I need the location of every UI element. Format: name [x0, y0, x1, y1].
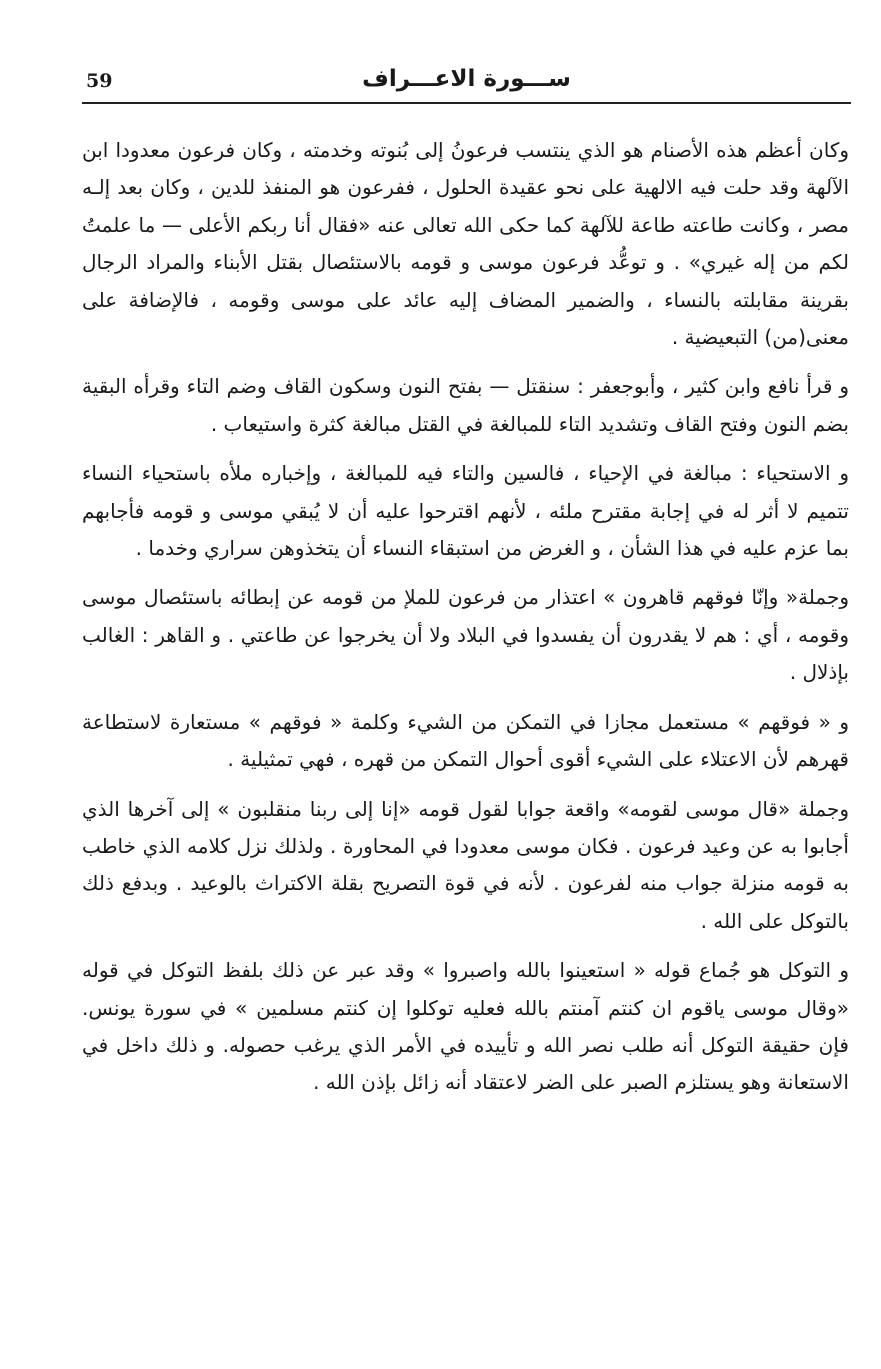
- paragraph: و « فوقهم » مستعمل مجازا في التمكن من الشيء وكلمة « فوقهم » مستعارة لاستطاعة قهرهم لأن الاعتلاء على الشيء أقوى أحوال التمكن من قهره ، فهي تمثيلية .: [82, 709, 849, 772]
- body-text: [82, 132, 849, 1102]
- paragraph: و الاستحياء : مبالغة في الإحياء ، فالسين والتاء فيه للمبالغة ، وإخباره ملأه باستحياء النساء تتميم لا أثر له في إجابة مقترح ملئه ، لأنهم اقترحوا عليه أن لا يُبقي موسى و قومه فأجابهم بما عزم عليه في هذا الشأن ، و الغرض من استبقاء النساء أن يتخذوهن سراري وخدما .: [82, 461, 849, 561]
- paragraph: وجملة «قال موسى لقومه» واقعة جوابا لقول قومه «إنا إلى ربنا منقلبون » إلى آخرها الذي أجابوا به عن وعيد فرعون . فكان موسى معدودا في المحاورة . ولذلك نزل كلامه الذي خاطب به قومه منزلة جواب منه لفرعون . لأنه في قوة التصريح بقلة الاكتراث بالوعيد . وبدفع ذلك بالتوكل على الله .: [82, 796, 849, 933]
- paragraph: و قرأ نافع وابن كثير ، وأبوجعفر : سنقتل — بفتح النون وسكون القاف وضم التاء وقرأه البقية بضم النون وفتح القاف وتشديد التاء للمبالغة في القتل مبالغة كثرة واستيعاب .: [82, 374, 849, 436]
- paragraph: و التوكل هو جُماع قوله « استعينوا بالله واصبروا » وقد عبر عن ذلك بلفظ التوكل في قوله «وقال موسى ياقوم ان كنتم آمنتم بالله فعليه توكلوا إن كنتم مسلمين » في سورة يونس. فإن حقيقة التوكل أنه طلب نصر الله و تأييده في الأمر الذي يرغب حصوله. و ذلك داخل في الاستعانة وهو يستلزم الصبر على الضر لاعتقاد أنه زائل بإذن الله .: [82, 958, 849, 1095]
- paragraph: وجملة« وإنّا فوقهم قاهرون » اعتذار من فرعون للملإ من قومه عن إبطائه باستئصال موسى وقومه ، أي : هم لا يقدرون أن يفسدوا في البلاد ولا أن يخرجوا عن طاعتي . و القاهر : الغالب بإذلال .: [82, 585, 849, 685]
- paragraph: وكان أعظم هذه الأصنام هو الذي ينتسب فرعونُ إلى بُنوته وخدمته ، وكان فرعون معدودا ابن الآلهة وقد حلت فيه الالهية على نحو عقيدة الحلول ، ففرعون هو المنفذ للدين ، وكان بعد إلـه مصر ، وكانت طاعته طاعة للآلهة كما حكى الله تعالى عنه «فقال أنا ربكم الأعلى — ما علمتُ لكم من إله غيري» . و توعُّد فرعون موسى و قومه بالاستئصال بقتل الأبناء والمراد الرجال بقرينة مقابلته بالنساء ، والضمير المضاف إليه عائد على موسى وقومه ، فالإضافة على معنى(من) التبعيضية .: [82, 138, 849, 350]
- header-rule: [82, 102, 851, 104]
- running-title: ســـورة الاعـــراف: [362, 66, 571, 92]
- page-number: 59: [86, 70, 113, 92]
- page-header: [82, 62, 851, 98]
